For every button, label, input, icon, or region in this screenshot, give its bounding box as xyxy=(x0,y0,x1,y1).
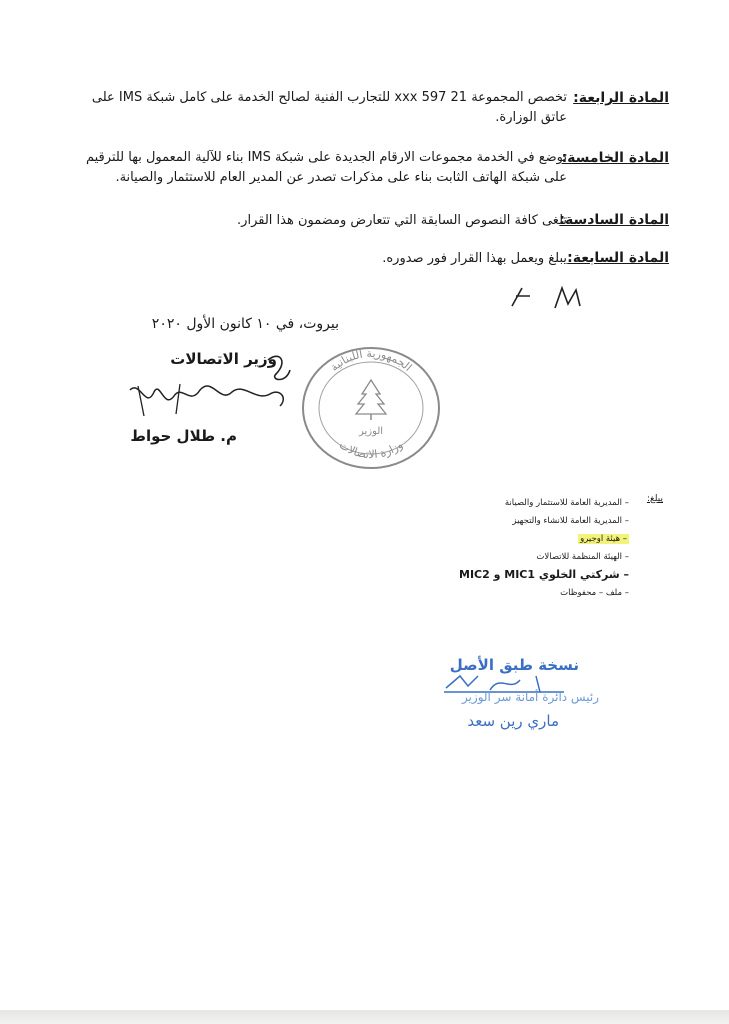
true-copy-stamp: نسخة طبق الأصل xyxy=(449,656,579,674)
seal-middle-text: الوزير xyxy=(358,426,384,437)
page-bottom-edge xyxy=(0,1010,729,1024)
certifier-role: رئيس دائرة أمانة سر الوزير xyxy=(461,690,599,704)
ministry-seal xyxy=(296,340,446,470)
article-4-label: المادة الرابعة: xyxy=(573,90,669,106)
city-date: بيروت، في ١٠ كانون الأول ٢٠٢٠ xyxy=(151,316,339,332)
distribution-item: – المديرية العامة للاستثمار والصيانة xyxy=(504,498,629,508)
distribution-item: – ملف – محفوظات xyxy=(560,588,629,598)
distribution-item: – الهيئة المنظمة للاتصالات xyxy=(536,552,629,562)
distribution-label: يبلغ: xyxy=(646,494,663,504)
distribution-list xyxy=(429,494,629,602)
initials-signature xyxy=(500,282,590,312)
distribution-item: – شركتي الخلوي MIC1 و MIC2 xyxy=(459,568,629,581)
minister-title: وزير الاتصالات xyxy=(170,350,277,368)
article-7-label: المادة السابعة: xyxy=(567,250,669,266)
article-6-label: المادة السادسة: xyxy=(559,212,669,228)
highlighted-recipient: – هيئة اوجيرو xyxy=(580,534,627,544)
minister-signature xyxy=(120,340,310,430)
certifier-name: ماري رين سعد xyxy=(467,712,559,730)
article-5-label: المادة الخامسة: xyxy=(561,150,669,166)
article-6-text: تلغى كافة النصوص السابقة التي تتعارض ومضمون هذا القرار. xyxy=(237,213,567,228)
seal-bottom-text: وزارة الاتصالات xyxy=(336,438,406,462)
distribution-item xyxy=(429,530,629,548)
cedar-icon xyxy=(356,380,386,420)
article-4-text: تخصص المجموعة xxx 597 21 للتجارب الفنية لصالح الخدمة على كامل شبكة IMS على عاتق الوزارة. xyxy=(91,90,567,125)
minister-name: م. طلال حواط xyxy=(130,427,237,445)
distribution-item: – المديرية العامة للانشاء والتجهيز xyxy=(512,516,629,526)
article-5-text: توضع في الخدمة مجموعات الارقام الجديدة على شبكة IMS بناء للآلية المعمول بها للترقيم على شبكة الهاتف الثابت بناء على مذكرات تصدر عن المدير العام للاستثمار والصيانة. xyxy=(85,150,567,185)
seal-top-text: الجمهورية اللبنانية xyxy=(327,346,415,374)
article-7-text: يبلغ ويعمل بهذا القرار فور صدوره. xyxy=(382,251,567,266)
